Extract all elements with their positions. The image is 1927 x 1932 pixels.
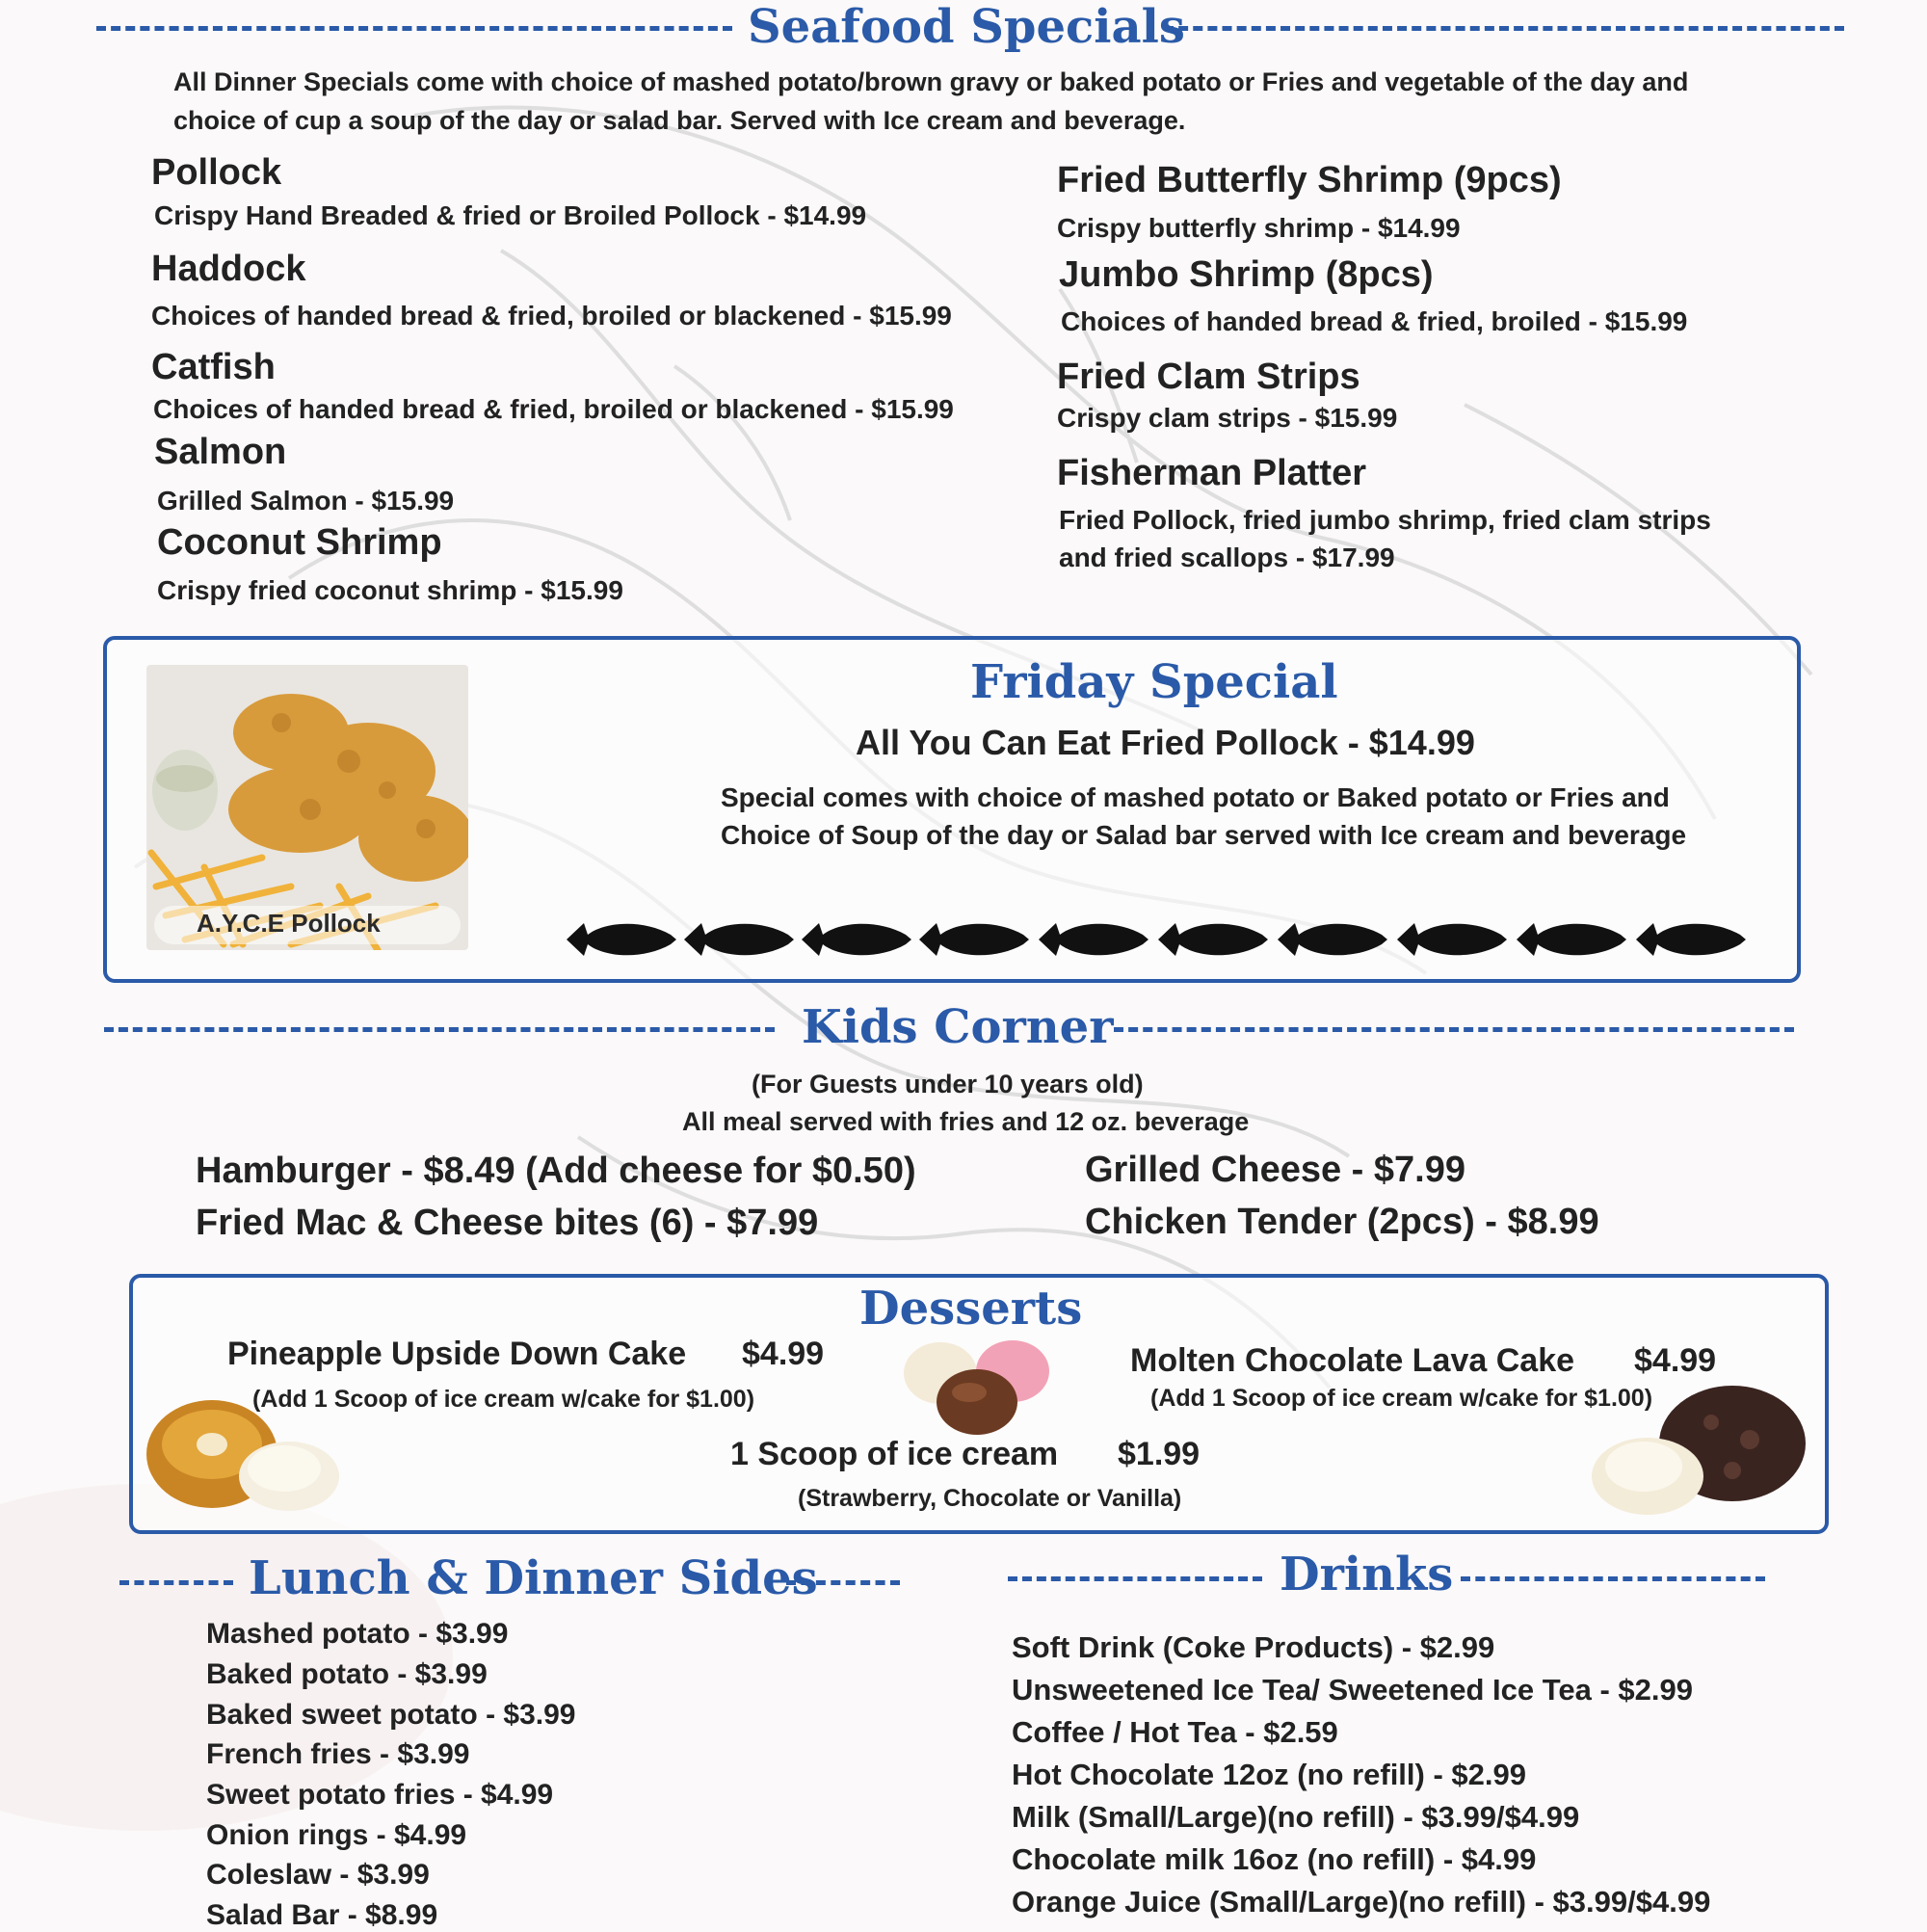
fish-icon <box>802 923 911 956</box>
divider-line <box>1114 1027 1794 1032</box>
side-item: Onion rings - $4.99 <box>206 1819 467 1851</box>
section-title-sides: Lunch & Dinner Sides <box>249 1551 818 1605</box>
divider-line <box>1164 26 1844 31</box>
side-item: Baked sweet potato - $3.99 <box>206 1699 576 1731</box>
dessert-note: (Strawberry, Chocolate or Vanilla) <box>798 1485 1182 1512</box>
divider-line <box>119 1580 233 1585</box>
side-item: Mashed potato - $3.99 <box>206 1618 509 1650</box>
menu-item-name: Pollock <box>151 152 282 193</box>
drink-item: Unsweetened Ice Tea/ Sweetened Ice Tea - $2.99 <box>1012 1673 1694 1707</box>
menu-item-desc: Grilled Salmon - $15.99 <box>157 486 455 516</box>
dessert-name: Pineapple Upside Down Cake <box>227 1336 687 1372</box>
drink-item: Hot Chocolate 12oz (no refill) - $2.99 <box>1012 1758 1526 1791</box>
divider-line <box>104 1027 775 1032</box>
fish-icon <box>1397 923 1507 956</box>
section-title-seafood: Seafood Specials <box>748 0 1185 54</box>
seafood-intro-line1: All Dinner Specials come with choice of mashed potato/brown gravy or baked potato or Fries and vegetable of the day and <box>173 67 1689 96</box>
menu-item-desc: Choices of handed bread & fried, broiled - $15.99 <box>1061 306 1688 336</box>
fish-icon <box>1039 923 1148 956</box>
menu-item-desc: Choices of handed bread & fried, broiled or blackened - $15.99 <box>153 394 954 424</box>
drink-item: Coffee / Hot Tea - $2.59 <box>1012 1715 1338 1749</box>
fried-pollock-photo <box>146 665 468 950</box>
dessert-price: $1.99 <box>1118 1436 1201 1472</box>
side-item: Salad Bar - $8.99 <box>206 1899 438 1931</box>
menu-item-desc: Crispy clam strips - $15.99 <box>1057 403 1398 433</box>
dessert-note: (Add 1 Scoop of ice cream w/cake for $1.00) <box>252 1386 755 1413</box>
menu-item-name: Fisherman Platter <box>1057 453 1366 493</box>
section-title-kids: Kids Corner <box>802 1000 1114 1054</box>
kids-item: Chicken Tender (2pcs) - $8.99 <box>1085 1202 1599 1242</box>
menu-item-desc: Crispy Hand Breaded & fried or Broiled Pollock - $14.99 <box>154 200 867 230</box>
drink-item: Orange Juice (Small/Large)(no refill) - $3.99/$4.99 <box>1012 1885 1711 1919</box>
fish-icon <box>919 923 1029 956</box>
fish-icon <box>684 923 794 956</box>
kids-item: Grilled Cheese - $7.99 <box>1085 1150 1465 1190</box>
menu-item-name: Salmon <box>154 432 287 472</box>
drink-item: Chocolate milk 16oz (no refill) - $4.99 <box>1012 1842 1537 1876</box>
divider-line <box>96 26 732 31</box>
menu-item-name: Fried Clam Strips <box>1057 357 1360 397</box>
menu-item-name: Jumbo Shrimp (8pcs) <box>1059 254 1434 295</box>
dessert-name: 1 Scoop of ice cream <box>730 1436 1059 1472</box>
menu-item-desc: Crispy butterfly shrimp - $14.99 <box>1057 213 1461 243</box>
pineapple-cake-image <box>145 1391 347 1517</box>
divider-line <box>1461 1576 1765 1581</box>
menu-item-desc: Choices of handed bread & fried, broiled or blackened - $15.99 <box>151 301 952 331</box>
kids-item: Fried Mac & Cheese bites (6) - $7.99 <box>196 1203 819 1243</box>
kids-note-age: (For Guests under 10 years old) <box>752 1070 1144 1098</box>
lava-cake-image <box>1588 1384 1808 1519</box>
seafood-intro-line2: choice of cup a soup of the day or salad bar. Served with Ice cream and beverage. <box>173 106 1186 135</box>
side-item: Coleslaw - $3.99 <box>206 1859 430 1891</box>
divider-line <box>1008 1576 1262 1581</box>
dessert-note: (Add 1 Scoop of ice cream w/cake for $1.00) <box>1150 1385 1653 1412</box>
drink-item: Soft Drink (Coke Products) - $2.99 <box>1012 1630 1495 1664</box>
friday-special-line1: Special comes with choice of mashed potato or Baked potato or Fries and <box>721 782 1670 812</box>
fish-icon <box>1278 923 1387 956</box>
fish-icon <box>567 923 676 956</box>
kids-note-meal: All meal served with fries and 12 oz. beverage <box>682 1107 1250 1136</box>
dessert-price: $4.99 <box>742 1336 825 1372</box>
menu-item-name: Coconut Shrimp <box>157 522 442 563</box>
fish-icon <box>1158 923 1268 956</box>
menu-item-name: Haddock <box>151 249 306 289</box>
section-title-drinks: Drinks <box>1280 1548 1454 1601</box>
drink-item: Milk (Small/Large)(no refill) - $3.99/$4.99 <box>1012 1800 1580 1834</box>
menu-item-name: Fried Butterfly Shrimp (9pcs) <box>1057 160 1562 200</box>
friday-special-line2: Choice of Soup of the day or Salad bar served with Ice cream and beverage <box>721 820 1687 850</box>
side-item: Baked potato - $3.99 <box>206 1658 488 1690</box>
menu-item-desc: Crispy fried coconut shrimp - $15.99 <box>157 575 623 605</box>
fish-icon <box>1636 923 1746 956</box>
friday-special-item: All You Can Eat Fried Pollock - $14.99 <box>856 723 1475 762</box>
ice-cream-scoops-image <box>902 1335 1056 1436</box>
section-title-friday: Friday Special <box>970 655 1338 709</box>
menu-item-name: Catfish <box>151 347 276 387</box>
side-item: French fries - $3.99 <box>206 1738 470 1770</box>
menu-item-desc: and fried scallops - $17.99 <box>1059 543 1395 572</box>
menu-item-desc: Fried Pollock, fried jumbo shrimp, fried clam strips <box>1059 505 1711 535</box>
section-title-desserts: Desserts <box>859 1282 1083 1336</box>
kids-item: Hamburger - $8.49 (Add cheese for $0.50) <box>196 1151 916 1191</box>
dessert-price: $4.99 <box>1634 1342 1717 1379</box>
side-item: Sweet potato fries - $4.99 <box>206 1779 554 1811</box>
photo-caption: A.Y.C.E Pollock <box>197 909 381 938</box>
fish-icon <box>1517 923 1626 956</box>
fish-icon-row <box>567 915 1752 964</box>
dessert-name: Molten Chocolate Lava Cake <box>1130 1342 1575 1379</box>
divider-line <box>786 1580 900 1585</box>
